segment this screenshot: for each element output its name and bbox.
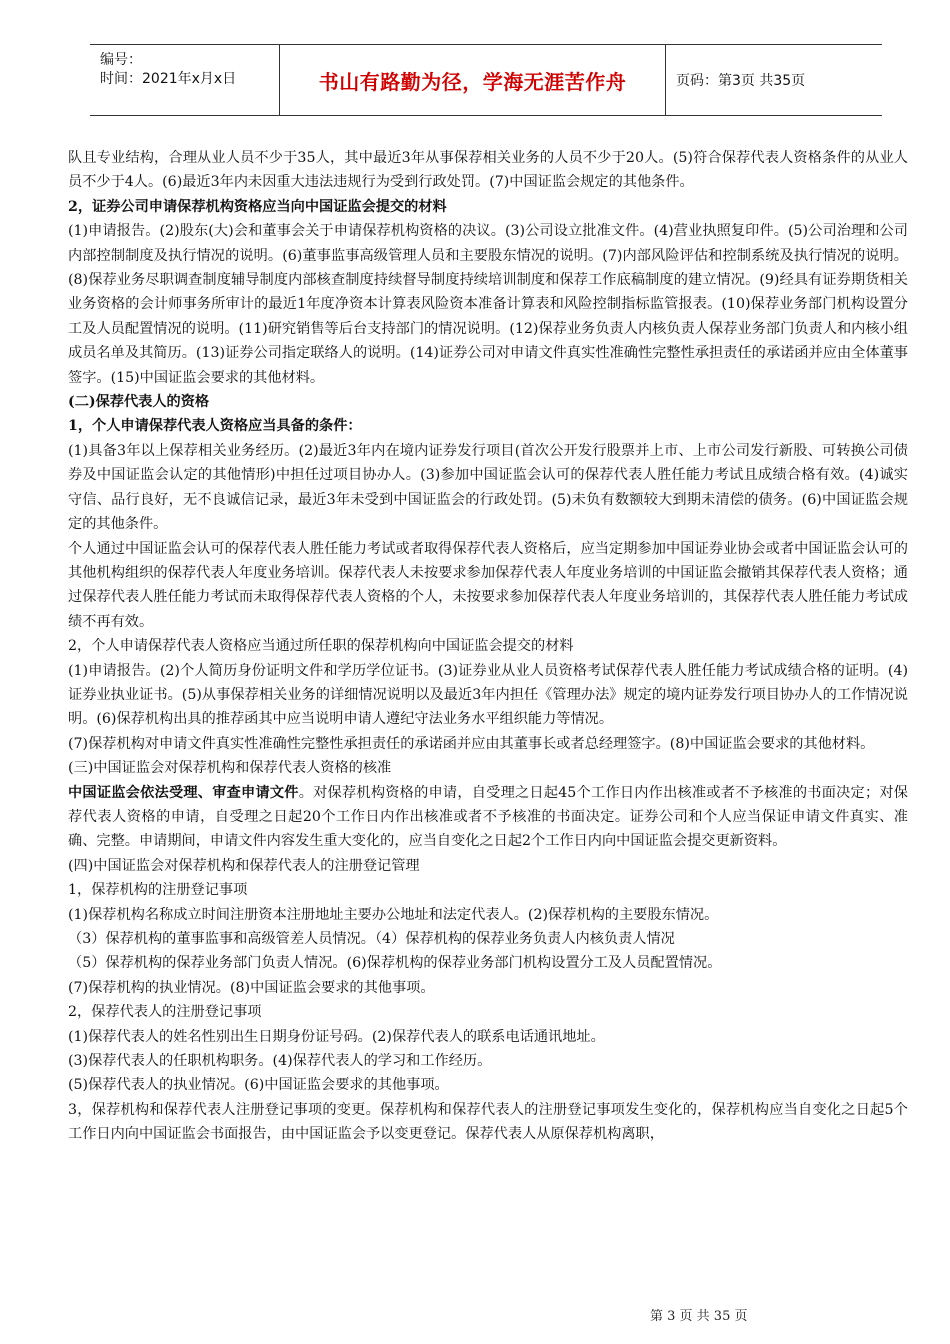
paragraph xyxy=(68,781,908,854)
paragraph: (1)申请报告。(2)个人简历身份证明文件和学历学位证书。(3)证券业从业人员资格考试保荐代表人胜任能力考试成绩合格的证明。(4)证券业执业证书。(5)从事保荐相关业务的详细情况说明以及最近3年内担任《管理办法》规定的境内证券发行项目协办人的工作情况说明。(6)保荐机构出具的推荐函其中应当说明申请人遵纪守法业务水平组织能力等情况。 xyxy=(68,662,908,728)
section-heading: 2，证券公司申请保荐机构资格应当向中国证监会提交的材料 xyxy=(68,198,447,215)
section-heading: 2，个人申请保荐代表人资格应当通过所任职的保荐机构向中国证监会提交的材料 xyxy=(68,638,574,655)
section-heading: 1，保荐机构的注册登记事项 xyxy=(68,882,248,899)
page-footer: 第 3 页 共 35 页 xyxy=(650,1309,748,1324)
paragraph: (3)保荐代表人的任职机构职务。(4)保荐代表人的学习和工作经历。 xyxy=(68,1053,492,1070)
section-heading: 1，个人申请保荐代表人资格应当具备的条件： xyxy=(68,418,362,435)
paragraph: (1)具备3年以上保荐相关业务经历。(2)最近3年内在境内证券发行项目(首次公开发行股票并上市、上市公司发行新股、可转换公司债券及中国证监会认定的其他情形)中担任过项目协办人。(3)参加中国证监会认可的保荐代表人胜任能力考试且成绩合格有效。(4)诚实守信、品行良好，无不良诚信记录，最近3年未受到中国证监会的行政处罚。(5)未负有数额较大到期未清偿的债务。(6)中国证监会规定的其他条件。 xyxy=(68,442,908,533)
header-motto: 书山有路勤为径，学海无涯苦作舟 xyxy=(280,45,666,115)
page-header xyxy=(90,44,882,116)
paragraph: (1)保荐代表人的姓名性别出生日期身份证号码。(2)保荐代表人的联系电话通讯地址。 xyxy=(68,1028,605,1045)
paragraph: (7)保荐机构的执业情况。(8)中国证监会要求的其他事项。 xyxy=(68,979,435,996)
section-heading: (二)保荐代表人的资格 xyxy=(68,394,210,411)
document-number-label: 编号： xyxy=(100,52,142,68)
paragraph: 3，保荐机构和保荐代表人注册登记事项的变更。保荐机构和保荐代表人的注册登记事项发生变化的，保荐机构应当自变化之日起5个工作日内向中国证监会书面报告，由中国证监会予以变更登记。保荐代表人从原保荐机构离职， xyxy=(68,1101,908,1143)
paragraph: 队且专业结构，合理从业人员不少于35人，其中最近3年从事保荐相关业务的人员不少于20人。(5)符合保荐代表人资格条件的从业人员不少于4人。(6)最近3年内未因重大违法违规行为受到行政处罚。(7)中国证监会规定的其他条件。 xyxy=(68,150,908,191)
paragraph: (7)保荐机构对申请文件真实性准确性完整性承担责任的承诺函并应由其董事长或者总经理签字。(8)中国证监会要求的其他材料。 xyxy=(68,735,875,752)
document-body xyxy=(68,146,908,1147)
paragraph: (1)申请报告。(2)股东(大)会和董事会关于申请保荐机构资格的决议。(3)公司设立批准文件。(4)营业执照复印件。(5)公司治理和公司内部控制制度及执行情况的说明。(6)董事监事高级管理人员和主要股东情况的说明。(7)内部风险评估和控制系统及执行情况的说明。(8)保荐业务尽职调查制度辅导制度内部核查制度持续督导制度持续培训制度和保荐工作底稿制度的建立情况。(9)经具有证券期货相关业务资格的会计师事务所审计的最近1年度净资本计算表风险资本准备计算表和风险控制指标监管报表。(10)保荐业务部门机构设置分工及人员配置情况的说明。(11)研究销售等后台支持部门的情况说明。(12)保荐业务负责人内核负责人保荐业务部门负责人和内核小组成员名单及其简历。(13)证券公司指定联络人的说明。(14)证券公司对申请文件真实性准确性完整性承担责任的承诺函并应由全体董事签字。(15)中国证监会要求的其他材料。 xyxy=(68,223,908,386)
header-page-label: 页码：第3页 共35页 xyxy=(676,73,806,89)
paragraph: (5)保荐代表人的执业情况。(6)中国证监会要求的其他事项。 xyxy=(68,1077,449,1094)
paragraph: 个人通过中国证监会认可的保荐代表人胜任能力考试或者取得保荐代表人资格后，应当定期参加中国证券业协会或者中国证监会认可的其他机构组织的保荐代表人年度业务培训。保荐代表人未按要求参加保荐代表人年度业务培训的中国证监会撤销其保荐代表人资格；通过保荐代表人胜任能力考试而未取得保荐代表人资格的个人，未按要求参加保荐代表人年度业务培训的，其保荐代表人胜任能力考试成绩不再有效。 xyxy=(68,540,908,630)
section-heading: 2，保荐代表人的注册登记事项 xyxy=(68,1004,262,1021)
header-meta xyxy=(90,45,280,115)
section-heading: (四)中国证监会对保荐机构和保荐代表人的注册登记管理 xyxy=(68,857,420,874)
paragraph: (1)保荐机构名称成立时间注册资本注册地址主要办公地址和法定代表人。(2)保荐机构的主要股东情况。 xyxy=(68,906,719,923)
document-time-label: 时间：2021年x月x日 xyxy=(100,71,237,87)
paragraph: （3）保荐机构的董事监事和高级管差人员情况。（4）保荐机构的保荐业务负责人内核负责人情况 xyxy=(68,931,675,947)
section-heading: (三)中国证监会对保荐机构和保荐代表人资格的核准 xyxy=(68,760,392,777)
paragraph-rest: 。对保荐机构资格的申请，自受理之日起45个工作日内作出核准或者不予核准的书面决定；对保荐代表人资格的申请，自受理之日起20个工作日内作出核准或者不予核准的书面决定。证券公司和个人应当保证申请文件真实、准确、完整。申请期间，申请文件内容发生重大变化的，应当自变化之日起2个工作日内向中国证监会提交更新资料。 xyxy=(68,784,908,850)
paragraph: （5）保荐机构的保荐业务部门负责人情况。(6)保荐机构的保荐业务部门机构设置分工及人员配置情况。 xyxy=(68,955,722,972)
bold-lead: 中国证监会依法受理、审查申请文件 xyxy=(68,784,299,801)
